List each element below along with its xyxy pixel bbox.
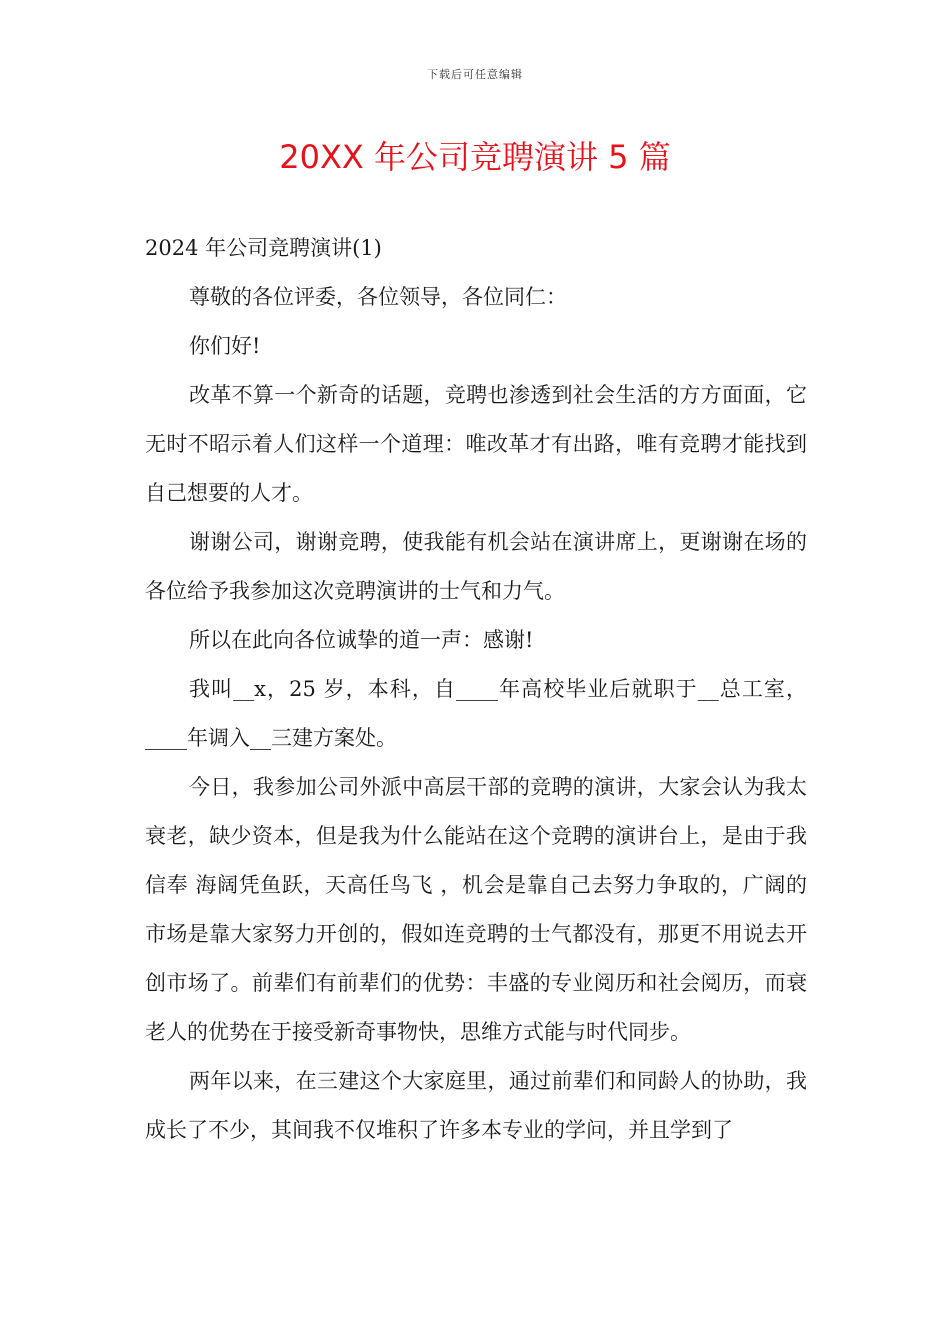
paragraph-gratitude: 所以在此向各位诚挚的道一声：感谢!: [189, 628, 534, 652]
paragraph-today: 今日，我参加公司外派中高层干部的竞聘的演讲，大家会认为我太衰老，缺少资本，但是我为什么能站在这个竞聘的演讲台上，是由于我信奉 海阔凭鱼跃，天高任鸟飞 ，机会是靠自己去努力争取的，广阔的市场是靠大家努力开创的，假如连竞聘的士气都没有，那更不用说去开创市场了。前辈们有前辈们的优势：丰盛的专业阅历和社会阅历，而衰老人的优势在于接受新奇事物快，思维方式能与时代同步。: [145, 775, 807, 1044]
paragraph-two-years: 两年以来，在三建这个大家庭里，通过前辈们和同龄人的协助，我成长了不少，其间我不仅堆积了许多本专业的学问，并且学到了: [145, 1069, 807, 1142]
paragraph-salutation: 尊敬的各位评委，各位领导，各位同仁：: [189, 285, 567, 309]
header-note: 下载后可任意编辑: [427, 68, 523, 81]
section-heading: 2024 年公司竞聘演讲(1): [145, 236, 382, 260]
paragraph-thanks: 谢谢公司，谢谢竞聘，使我能有机会站在演讲席上，更谢谢在场的各位给予我参加这次竞聘演讲的士气和力气。: [145, 530, 807, 603]
paragraph-greeting: 你们好!: [189, 334, 261, 358]
document-body: [145, 224, 807, 1155]
paragraph-introduction: 我叫__x，25 岁，本科，自____年高校毕业后就职于__总工室，____年调入__三建方案处。: [145, 677, 807, 750]
paragraph-reform: 改革不算一个新奇的话题，竞聘也渗透到社会生活的方方面面，它无时不昭示着人们这样一个道理：唯改革才有出路，唯有竞聘才能找到自己想要的人才。: [145, 383, 807, 505]
document-title: 20XX 年公司竞聘演讲 5 篇: [279, 138, 671, 176]
